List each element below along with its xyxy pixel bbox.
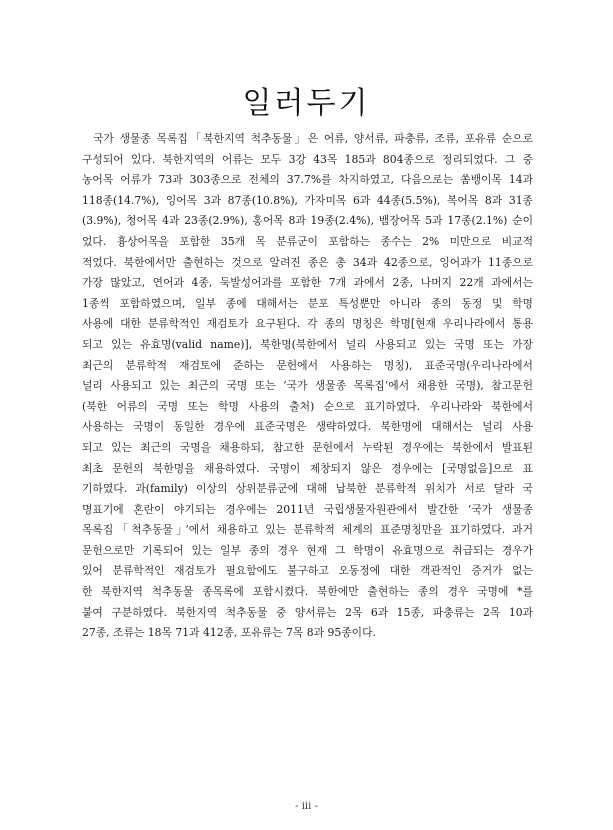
- paragraph-line: 사용에 대한 분류학적인 재검토가 요구된다. 각 종의 명칭은 학명[현재 우리나라에서 통용: [82, 317, 533, 331]
- paragraph-line: (북한 어류의 국명 또는 학명 사용의 출처) 순으로 표기하였다. 우리나라와 북한에서: [82, 399, 533, 413]
- paragraph-line: 되고 있는 유효명(valid name)], 북한명(북한에서 널리 사용되고 있는 국명 또는 가장: [82, 337, 533, 351]
- paragraph-line: (3.9%), 청어목 4과 23종(2.9%), 홍어목 8과 19종(2.4%), 뱀장어목 5과 17종(2.1%) 순이: [82, 214, 533, 228]
- paragraph-line: 명표기에 혼란이 야기되는 경우에는 2011년 국립생물자원관에서 발간한 ‘국가 생물종: [82, 502, 533, 516]
- paragraph-line: 기하였다. 과(family) 이상의 상위분류군에 대해 납북한 분류학적 위치가 서로 달라 국: [82, 482, 533, 496]
- paragraph-line: 1종씩 포함하였으며, 일부 종에 대해서는 분포 특성뿐만 아니라 종의 동정 및 학명: [82, 296, 533, 310]
- paragraph-line: 구성되어 있다. 북한지역의 어류는 모두 3강 43목 185과 804종으로 정리되었다. 그 중: [82, 152, 533, 166]
- paragraph-line: 한 북한지역 척추동물 종목록에 포함시켰다. 북한에만 출현하는 종의 경우 국명에 *를: [82, 585, 533, 599]
- paragraph-line: 되고 있는 최근의 국명을 채용하되, 참고한 문헌에서 누락된 경우에는 북한에서 발표된: [82, 440, 533, 454]
- paragraph-line: 적었다. 북한에서만 출현하는 것으로 알려진 종은 총 34과 42종으로, 잉어과가 11종으로: [82, 255, 533, 269]
- paragraph-line: 27종, 조류는 18목 71과 412종, 포유류는 7목 8과 95종이다.: [82, 626, 376, 640]
- page-title: 일러두기: [242, 86, 371, 121]
- paragraph-line: 있어 분류학적인 재검토가 필요함에도 불구하고 오동정에 대한 객관적인 증거가 없는: [82, 564, 533, 578]
- paragraph-line: 붙여 구분하였다. 북한지역 척추동물 중 양서류는 2목 6과 15종, 파충류는 2목 10과: [82, 605, 533, 619]
- paragraph-line: 었다. 흉상어목을 포함한 35개 목 분류군이 포함하는 종수는 2% 미만으로 비교적: [82, 234, 533, 248]
- paragraph-line: 널리 사용되고 있는 최근의 국명 또는 ‘국가 생물종 목록집’에서 채용한 국명), 참고문헌: [82, 379, 533, 393]
- paragraph-line: 목록집「척추동물」’에서 채용하고 있는 분류학적 체계의 표준명칭만을 표기하였다. 과거: [82, 523, 533, 537]
- paragraph-line: 사용하는 국명이 동일한 경우에 표준국명은 생략하였다. 북한명에 대해서는 널리 사용: [82, 420, 533, 434]
- page-number: - iii -: [295, 801, 318, 812]
- paragraph-line: 농어목 어류가 73과 303종으로 전체의 37.7%를 차지하였고, 다음으로는 쏨뱅이목 14과: [82, 173, 533, 187]
- paragraph-line: 가장 많았고, 연어과 4종, 둑발성어과를 포함한 7개 과에서 2종, 나머지 22개 과에서는: [82, 276, 533, 290]
- body-paragraph: [82, 129, 533, 644]
- paragraph-line: 국가 생물종 목록집「북한지역 척추동물」은 어류, 양서류, 파충류, 조류, 포유류 순으로: [93, 132, 533, 145]
- paragraph-line: 최근의 분류학적 재검토에 준하는 문헌에서 사용하는 명칭), 표준국명(우리나라에서: [82, 358, 533, 372]
- paragraph-line: 118종(14.7%), 잉어목 3과 87종(10.8%), 가자미목 6과 44종(5.5%), 복어목 8과 31종: [82, 193, 533, 207]
- paragraph-line: 최초 문헌의 북한명을 채용하였다. 국명이 제창되지 않은 경우에는 [국명없음]으로 표: [82, 461, 533, 475]
- paragraph-line: 문헌으로만 기록되어 있는 일부 종의 경우 현재 그 학명이 유효명으로 취급되는 경우가: [82, 543, 533, 557]
